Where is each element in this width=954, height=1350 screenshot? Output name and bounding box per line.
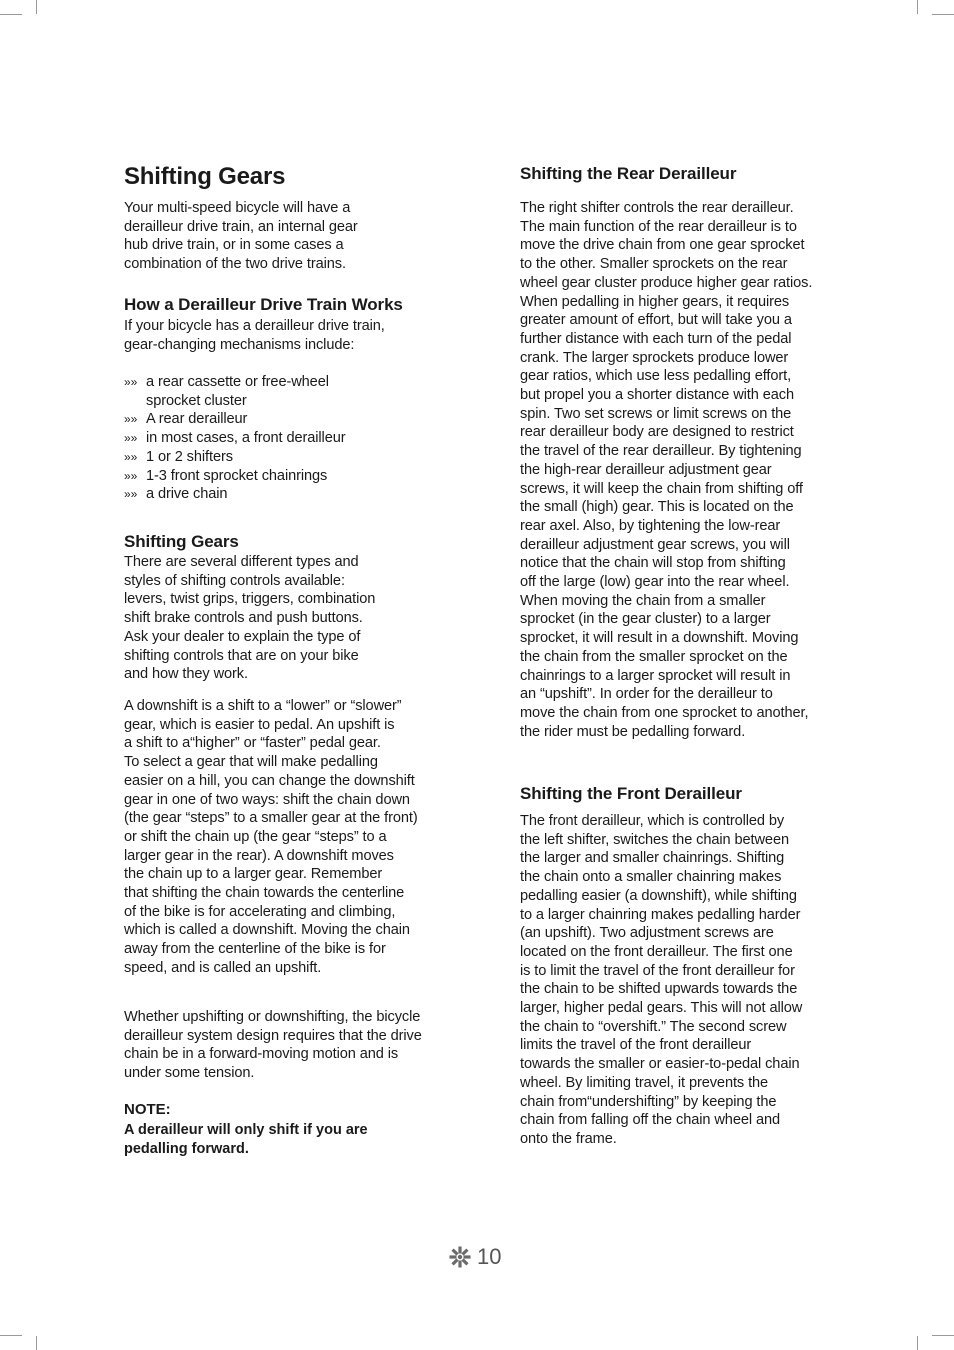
list-item-text: 1-3 front sprocket chainrings — [146, 467, 328, 484]
section-heading-rear-derailleur: Shifting the Rear Derailleur — [520, 164, 737, 183]
list-item-text: in most cases, a front derailleur — [146, 430, 346, 447]
page-title: Shifting Gears — [124, 163, 286, 190]
list-item — [124, 410, 464, 429]
bullet-mark: »» — [124, 468, 138, 483]
sprocket-logo-icon — [449, 1246, 471, 1268]
list-item-text: A rear derailleur — [146, 411, 248, 428]
downshift-upshift-paragraph: A downshift is a shift to a “lower” or “slower” gear, which is easier to pedal. An upshift is a shift to a“higher” or “faster” pedal gear. To select a gear that will make pedalling easier on a hill, you can change the downshift gear in one of two ways: shift the chain down (the gear “steps” to a smaller gear at the front) or shift the chain up (the gear “steps” to a larger gear in the rear). A downshift moves the chain up to a larger gear. Remember that shifting the chain towards the centerline of the bike is for accelerating and climbing, which is called a downshift. Moving the chain away from the centerline of the bike is for speed, and is called an upshift. — [124, 698, 418, 976]
list-item — [124, 429, 464, 448]
intro-paragraph: Your multi-speed bicycle will have a derailleur drive train, an internal gear hub drive train, or in some cases a combination of the two drive trains. — [124, 200, 358, 273]
forward-motion-paragraph: Whether upshifting or downshifting, the bicycle derailleur system design requires that the drive chain be in a forward-moving motion and is under some tension. — [124, 1009, 422, 1082]
crop-mark — [932, 1335, 954, 1336]
list-item-text: a rear cassette or free-wheel sprocket cluster — [146, 374, 329, 409]
crop-mark — [0, 14, 22, 15]
list-item — [124, 485, 464, 504]
crop-mark — [917, 1336, 918, 1350]
list-item-text: 1 or 2 shifters — [146, 448, 233, 465]
bullet-mark: »» — [124, 431, 138, 446]
rear-derailleur-paragraph: The right shifter controls the rear derailleur. The main function of the rear derailleur is to move the drive chain from one gear sprocket to the other. Smaller sprockets on the rear wheel gear cluster produce higher gear ratios. When pedalling in higher gears, it requires greater amount of effort, but will take you a further distance with each turn of the pedal crank. The larger sprockets produce lower gear ratios, which use less pedalling effort, but propel you a shorter distance with each spin. Two set screws or limit screws on the rear derailleur body are designed to restrict the travel of the rear derailleur. By tightening the high-rear derailleur adjustment gear screws, it will keep the chain from shifting off the small (high) gear. This is located on the rear axel. Also, by tightening the low-rear derailleur adjustment gear screws, you will notice that the chain will stop from shifting off the large (low) gear into the rear wheel. When moving the chain from a smaller sprocket (in the gear cluster) to a larger sprocket, it will result in a downshift. Moving the chain from the smaller sprocket on the chainrings to a larger sprocket will result in an “upshift”. In order for the derailleur to move the chain from one sprocket to another, the rider must be pedalling forward. — [520, 200, 813, 740]
bullet-mark: »» — [124, 375, 138, 389]
section-heading-front-derailleur: Shifting the Front Derailleur — [520, 784, 742, 803]
bullet-mark: »» — [124, 449, 138, 464]
list-item — [124, 373, 464, 410]
section-heading-derailleur-drive-train: How a Derailleur Drive Train Works — [124, 295, 403, 314]
crop-mark — [36, 0, 37, 14]
page-number: 10 — [477, 1244, 502, 1269]
crop-mark — [36, 1336, 37, 1350]
page-footer — [449, 1243, 501, 1271]
section-heading-shifting-gears: Shifting Gears — [124, 532, 239, 551]
crop-mark — [0, 1335, 22, 1336]
derailleur-drive-train-paragraph: If your bicycle has a derailleur drive train, gear-changing mechanisms include: — [124, 318, 385, 353]
note-label: NOTE: — [124, 1101, 171, 1118]
shifting-controls-paragraph: There are several different types and styles of shifting controls available: levers, twist grips, triggers, combination shift brake controls and push buttons. Ask your dealer to explain the type of shifting controls that are on your bike and how they work. — [124, 554, 376, 683]
drive-train-components-list — [124, 373, 464, 504]
crop-mark — [917, 0, 918, 14]
front-derailleur-paragraph: The front derailleur, which is controlled by the left shifter, switches the chain between the larger and smaller chainrings. Shifting the chain onto a smaller chainring makes pedalling easier (a downshift), while shifting to a larger chainring makes pedalling harder (an upshift). Two adjustment screws are located on the front derailleur. The first one is to limit the travel of the front derailleur for the chain to be shifted upwards towards the larger, higher pedal gears. This will not allow the chain to “overshift.” The second screw limits the travel of the front derailleur towards the smaller or easier-to-pedal chain wheel. By limiting travel, it prevents the chain from“undershifting” by keeping the chain from falling off the chain wheel and onto the frame. — [520, 813, 803, 1147]
crop-mark — [932, 14, 954, 15]
bullet-mark: »» — [124, 412, 138, 427]
list-item — [124, 448, 464, 467]
list-item — [124, 467, 464, 486]
list-item-text: a drive chain — [146, 486, 228, 503]
note-text: A derailleur will only shift if you are pedalling forward. — [124, 1122, 368, 1157]
bullet-mark: »» — [124, 487, 138, 502]
